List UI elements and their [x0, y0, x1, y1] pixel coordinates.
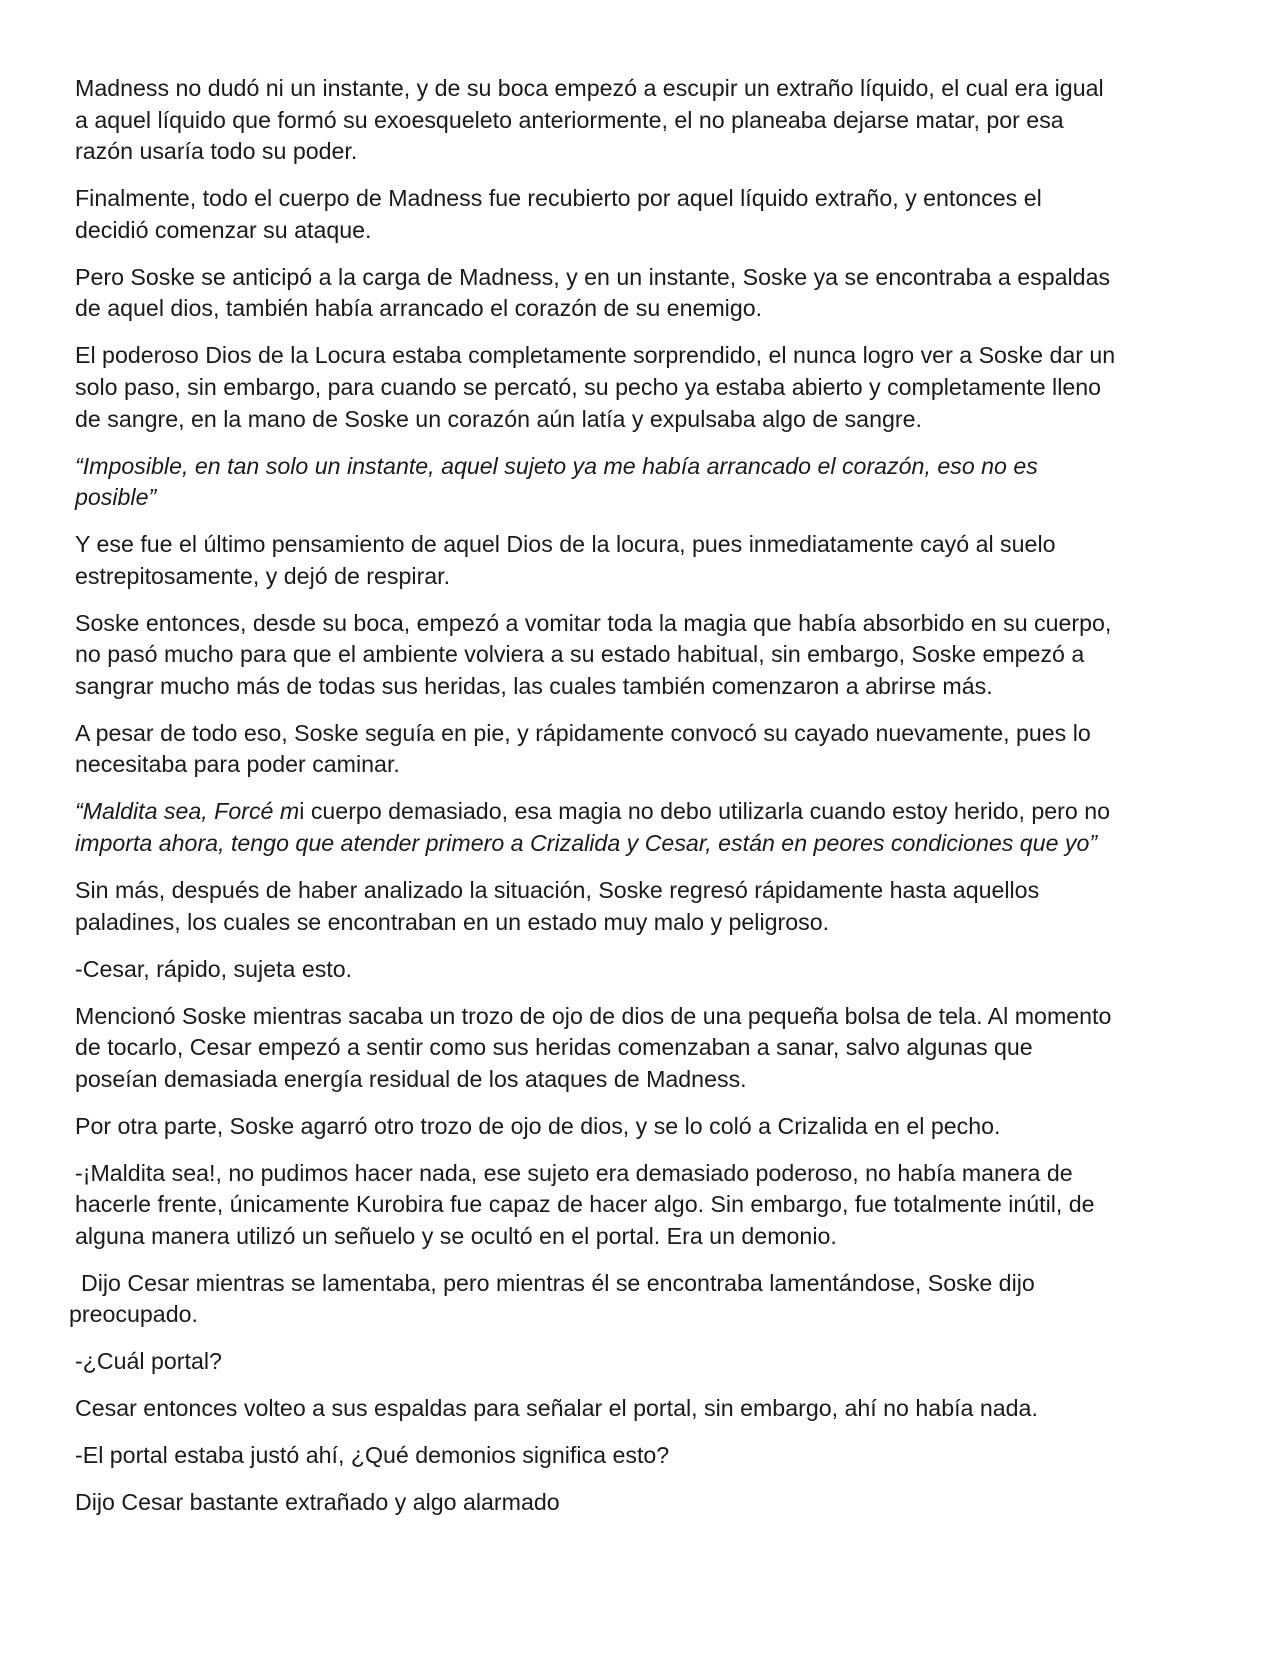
text-line: Pero Soske se anticipó a la carga de Madness, y en un instante, Soske ya se encontraba a espaldas	[75, 263, 1111, 290]
text-line: El poderoso Dios de la Locura estaba completamente sorprendido, el nunca logro ver a Soske dar un	[75, 342, 1116, 369]
text-line: a aquel líquido que formó su exoesqueleto anteriormente, el no planeaba dejarse matar, por esa	[75, 106, 1064, 133]
text-line: -Cesar, rápido, sujeta esto.	[75, 955, 353, 982]
text-line: Mencionó Soske mientras sacaba un trozo de ojo de dios de una pequeña bolsa de tela. Al momento	[75, 1002, 1112, 1029]
paragraph	[75, 340, 1215, 435]
text-line: decidió comenzar su ataque.	[75, 216, 372, 243]
text-line: Y ese fue el último pensamiento de aquel Dios de la locura, pues inmediatamente cayó al suelo	[75, 531, 1056, 558]
text-line: estrepitosamente, y dejó de respirar.	[75, 562, 451, 589]
paragraph	[75, 1111, 1215, 1143]
text-line: posible”	[75, 484, 157, 511]
text-line: solo paso, sin embargo, para cuando se percató, su pecho ya estaba abierto y completamente lleno	[75, 373, 1102, 400]
text-line: razón usaría todo su poder.	[75, 138, 358, 165]
text-line: Dijo Cesar bastante extrañado y algo alarmado	[75, 1489, 560, 1516]
text-line: importa ahora, tengo que atender primero a Crizalida y Cesar, están en peores condiciones que yo”	[75, 830, 1098, 856]
text-line: hacerle frente, únicamente Kurobira fue capaz de hacer algo. Sin embargo, fue totalmente inútil, de	[75, 1191, 1095, 1218]
text-line: sangrar mucho más de todas sus heridas, las cuales también comenzaron a abrirse más.	[75, 672, 993, 699]
paragraph	[75, 608, 1215, 703]
text-line: “Imposible, en tan solo un instante, aquel sujeto ya me había arrancado el corazón, eso no es	[75, 452, 1038, 479]
thought-paragraph	[75, 796, 1215, 859]
paragraph	[69, 1268, 1215, 1331]
paragraph	[75, 1487, 1215, 1519]
text-line: Finalmente, todo el cuerpo de Madness fue recubierto por aquel líquido extraño, y entonces el	[75, 185, 1042, 212]
text-line: Por otra parte, Soske agarró otro trozo de ojo de dios, y se lo coló a Crizalida en el pecho.	[75, 1112, 1001, 1139]
paragraph	[75, 875, 1215, 938]
text-line: -El portal estaba justó ahí, ¿Qué demonios significa esto?	[75, 1442, 670, 1469]
document-body	[69, 73, 1215, 1534]
dialogue-paragraph	[75, 1346, 1215, 1378]
text-line: A pesar de todo eso, Soske seguía en pie, y rápidamente convocó su cayado nuevamente, pues lo	[75, 719, 1091, 746]
paragraph	[75, 262, 1215, 325]
text-line: Sin más, después de haber analizado la situación, Soske regresó rápidamente hasta aquellos	[75, 876, 1040, 903]
text-line: no pasó mucho para que el ambiente volviera a su estado habitual, sin embargo, Soske empezó a	[75, 641, 1085, 668]
dialogue-paragraph	[75, 1158, 1215, 1253]
dialogue-paragraph	[75, 954, 1215, 986]
text-line: alguna manera utilizó un señuelo y se ocultó en el portal. Era un demonio.	[75, 1222, 837, 1249]
text-line: de sangre, en la mano de Soske un corazón aún latía y expulsaba algo de sangre.	[75, 405, 922, 432]
text-line: paladines, los cuales se encontraban en un estado muy malo y peligroso.	[75, 908, 830, 935]
text-line: -¡Maldita sea!, no pudimos hacer nada, ese sujeto era demasiado poderoso, no había manera de	[75, 1159, 1073, 1186]
paragraph	[75, 73, 1215, 168]
normal-segment: i cuerpo demasiado, esa magia no debo utilizarla cuando estoy herido, pero no	[299, 798, 1111, 825]
thought-paragraph	[75, 451, 1215, 514]
text-line: de tocarlo, Cesar empezó a sentir como sus heridas comenzaban a sanar, salvo algunas que	[75, 1034, 1033, 1061]
text-line: poseían demasiada energía residual de los ataques de Madness.	[75, 1065, 747, 1092]
paragraph	[75, 1393, 1215, 1425]
text-line: Dijo Cesar mientras se lamentaba, pero mientras él se encontraba lamentándose, Soske dijo	[81, 1269, 1035, 1296]
dialogue-paragraph	[75, 1440, 1215, 1472]
text-line: -¿Cuál portal?	[75, 1348, 222, 1375]
italic-segment: “Maldita sea, Forcé m	[75, 798, 300, 825]
paragraph	[75, 529, 1215, 592]
text-line: Soske entonces, desde su boca, empezó a vomitar toda la magia que había absorbido en su cuerpo,	[75, 609, 1112, 636]
text-line: necesitaba para poder caminar.	[75, 751, 400, 778]
paragraph	[75, 183, 1215, 246]
text-line: Madness no dudó ni un instante, y de su boca empezó a escupir un extraño líquido, el cual era igual	[75, 75, 1104, 101]
paragraph	[75, 1001, 1215, 1096]
text-line: Cesar entonces volteo a sus espaldas para señalar el portal, sin embargo, ahí no había nada.	[75, 1395, 1038, 1422]
text-line: de aquel dios, también había arrancado el corazón de su enemigo.	[75, 295, 763, 322]
text-line: preocupado.	[69, 1301, 198, 1328]
paragraph	[75, 718, 1215, 781]
text-line	[75, 796, 1215, 828]
